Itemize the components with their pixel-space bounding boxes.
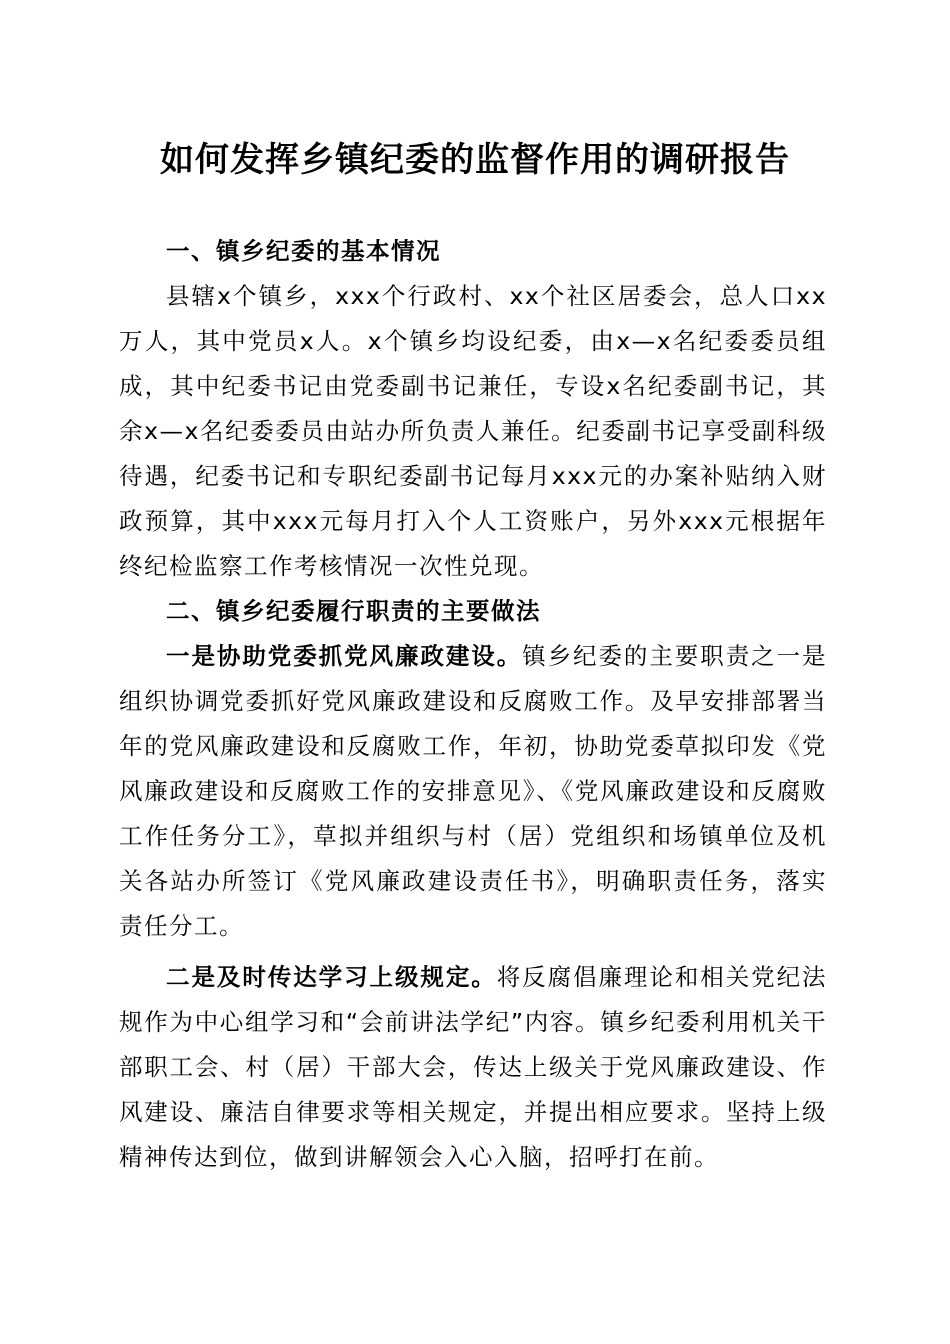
paragraph-lead: 一是协助党委抓党风廉政建设。 — [166, 642, 523, 670]
section-heading-basic-situation: 一、镇乡纪委的基本情况 — [166, 237, 441, 265]
paragraph-practice-2 — [119, 955, 827, 1180]
section-heading-main-practices: 二、镇乡纪委履行职责的主要做法 — [166, 597, 541, 625]
paragraph-text: 将反腐倡廉理论和相关党纪法规作为中心组学习和“会前讲法学纪”内容。镇乡纪委利用机关干部职工会、村（居）干部大会，传达上级关于党风廉政建设、作风建设、廉洁自律要求等相关规定，并提出相应要求。坚持上级精神传达到位，做到讲解领会入心入脑，招呼打在前。 — [119, 963, 828, 1171]
paragraph-basic-situation: 县辖x个镇乡，xxx个行政村、xx个社区居委会，总人口xx万人，其中党员x人。x个镇乡均设纪委，由x—x名纪委委员组成，其中纪委书记由党委副书记兼任，专设x名纪委副书记，其余x—x名纪委委员由站办所负责人兼任。纪委副书记享受副科级待遇，纪委书记和专职纪委副书记每月xxx元的办案补贴纳入财政预算，其中xxx元每月打入个人工资账户，另外xxx元根据年终纪检监察工作考核情况一次性兑现。 — [119, 282, 827, 580]
paragraph-text: 镇乡纪委的主要职责之一是组织协调党委抓好党风廉政建设和反腐败工作。及早安排部署当年的党风廉政建设和反腐败工作，年初，协助党委草拟印发《党风廉政建设和反腐败工作的安排意见》、《党风廉政建设和反腐败工作任务分工》，草拟并组织与村（居）党组织和场镇单位及机关各站办所签订《党风廉政建设责任书》，明确职责任务，落实责任分工。 — [119, 642, 828, 940]
document-title: 如何发挥乡镇纪委的监督作用的调研报告 — [160, 140, 790, 180]
paragraph-practice-1 — [119, 634, 827, 949]
paragraph-lead: 二是及时传达学习上级规定。 — [166, 963, 497, 991]
document-body — [119, 229, 827, 1180]
